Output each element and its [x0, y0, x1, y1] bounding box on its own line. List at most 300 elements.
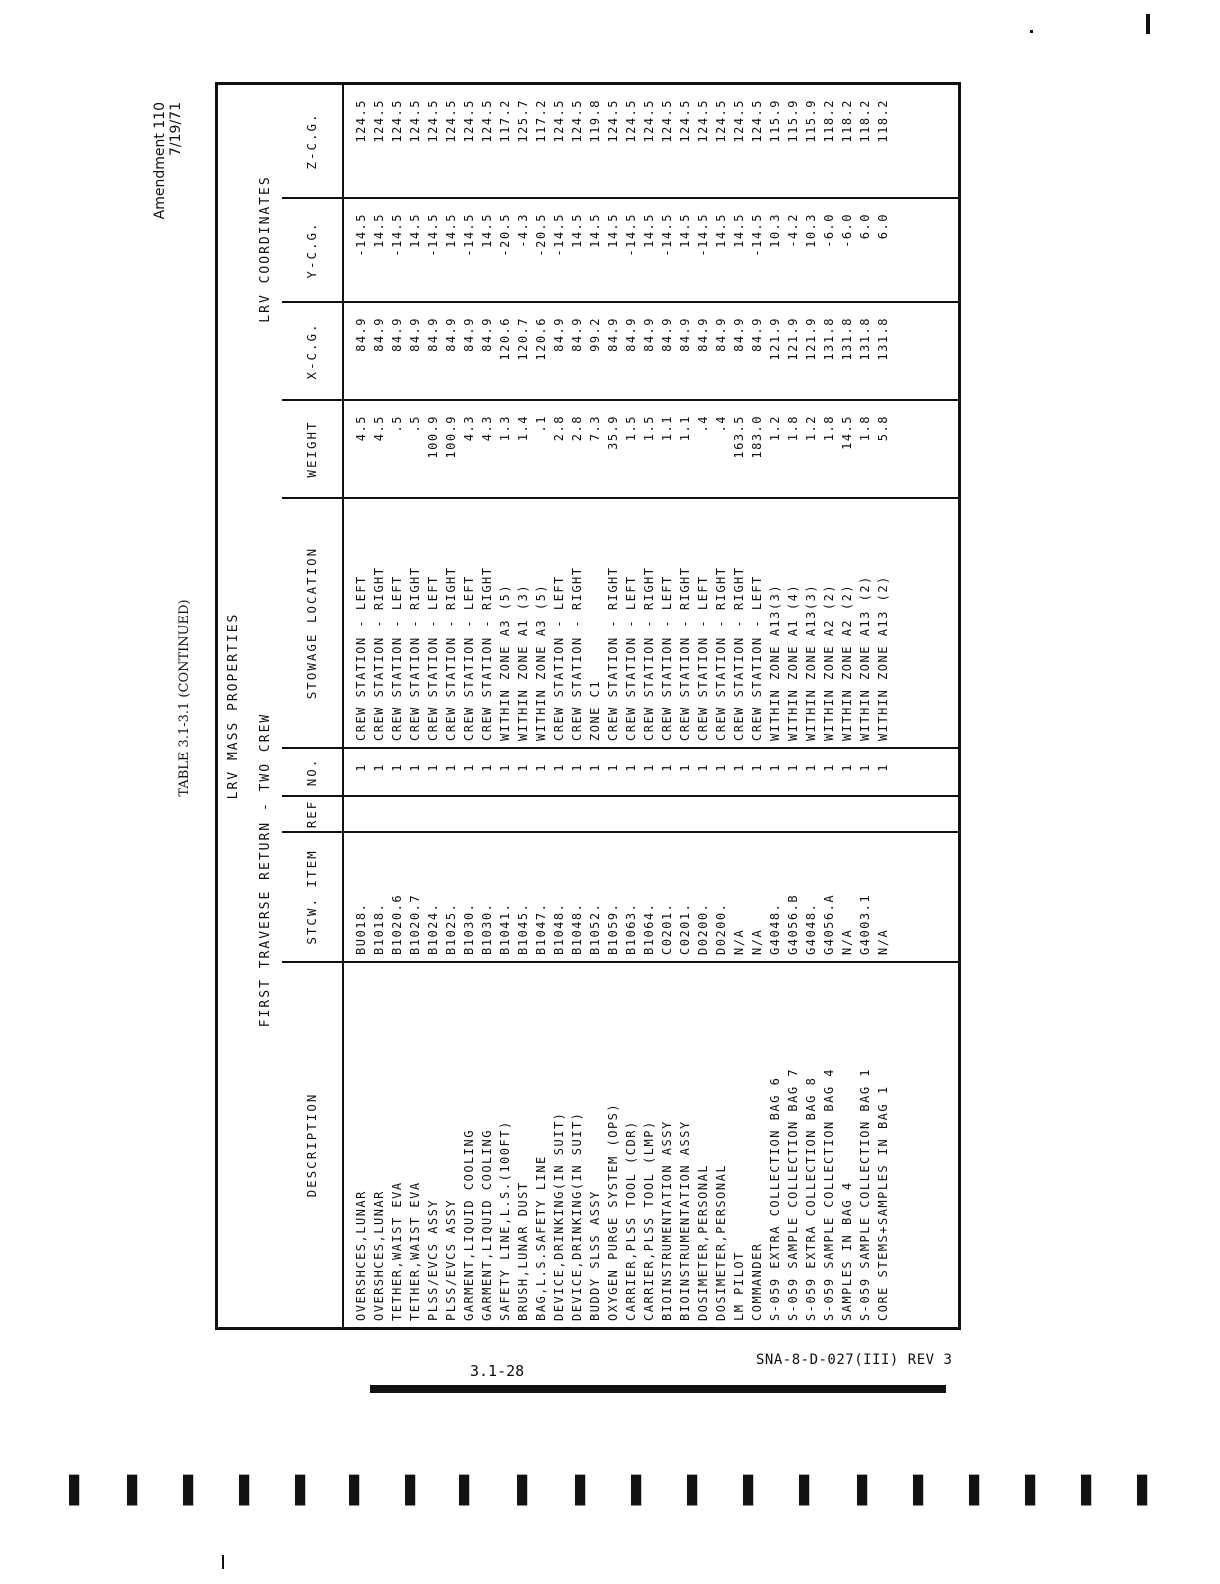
- table-cell-weight: 35.9: [606, 415, 620, 450]
- table-cell-y: -14.5: [624, 213, 638, 257]
- table-cell-item: D0200.: [714, 902, 728, 955]
- table-cell-description: DEVICE,DRINKING(IN SUIT): [552, 1111, 566, 1321]
- table-cell-description: OVERSHCES,LUNAR: [354, 1190, 368, 1321]
- edge-mark: ▐: [395, 1476, 415, 1506]
- table-cell-z: 124.5: [480, 99, 494, 143]
- table-cell-item: N/A: [876, 928, 890, 955]
- edge-mark: ▐: [1127, 1476, 1147, 1506]
- table-cell-y: -4.3: [516, 213, 530, 248]
- table-cell-y: -14.5: [552, 213, 566, 257]
- table-cell-no: 1: [480, 763, 494, 772]
- table-cell-weight: 1.8: [822, 415, 836, 442]
- edge-marks: [0, 1478, 1220, 1508]
- edge-mark: ▐: [507, 1476, 527, 1506]
- edge-mark: ▐: [789, 1476, 809, 1506]
- table-cell-x: 131.8: [840, 317, 854, 361]
- mass-properties-table: [218, 85, 958, 1327]
- table-cell-location: WITHIN ZONE A13 (2): [876, 575, 890, 741]
- table-cell-description: LM PILOT: [732, 1251, 746, 1321]
- table-cell-description: S-059 EXTRA COLLECTION BAG 6: [768, 1076, 782, 1321]
- table-cell-x: 84.9: [660, 317, 674, 352]
- table-cell-ref: [478, 797, 496, 831]
- table-cell-item: B1048.: [552, 902, 566, 955]
- table-cell-ref: [784, 797, 802, 831]
- table-cell-y: -20.5: [534, 213, 548, 257]
- table-cell-no: 1: [840, 763, 854, 772]
- table-cell-location: ZONE C1: [588, 679, 602, 741]
- table-cell-no: 1: [714, 763, 728, 772]
- table-cell-y: 6.0: [876, 213, 890, 240]
- table-cell-y: 14.5: [480, 213, 494, 248]
- table-cell-x: 84.9: [480, 317, 494, 352]
- table-cell-weight: 100.9: [426, 415, 440, 459]
- table-cell-ref: [532, 797, 550, 831]
- table-cell-y: 6.0: [858, 213, 872, 240]
- table-cell-x: 120.7: [516, 317, 530, 361]
- table-cell-z: 124.5: [570, 99, 584, 143]
- table-cell-z: 124.5: [696, 99, 710, 143]
- column-z-cg: [282, 85, 958, 199]
- table-cell-weight: 1.2: [768, 415, 782, 442]
- table-cell-ref: [460, 797, 478, 831]
- table-cell-location: CREW STATION - RIGHT: [714, 566, 728, 741]
- table-cell-y: -6.0: [840, 213, 854, 248]
- table-cell-description: SAFETY LINE,L.S.(100FT): [498, 1120, 512, 1321]
- table-cell-z: 124.5: [408, 99, 422, 143]
- table-cell-y: 14.5: [588, 213, 602, 248]
- table-cell-z: 124.5: [642, 99, 656, 143]
- column-header-location: STOWAGE LOCATION: [282, 499, 344, 747]
- table-cell-x: 99.2: [588, 317, 602, 352]
- table-cell-item: C0201.: [660, 902, 674, 955]
- column-header-description: DESCRIPTION: [282, 963, 344, 1327]
- table-cell-x: 120.6: [534, 317, 548, 361]
- table-cell-no: 1: [876, 763, 890, 772]
- column-y-cg: [282, 199, 958, 303]
- table-cell-description: TETHER,WAIST EVA: [408, 1181, 422, 1321]
- table-cell-location: CREW STATION - LEFT: [696, 575, 710, 741]
- table-cell-weight: .4: [714, 415, 728, 433]
- table-cell-no: 1: [678, 763, 692, 772]
- table-cell-z: 115.9: [804, 99, 818, 143]
- table-cell-location: WITHIN ZONE A3 (5): [498, 583, 512, 741]
- table-cell-location: WITHIN ZONE A13 (2): [858, 575, 872, 741]
- table-cell-no: 1: [372, 763, 386, 772]
- column-location: [282, 499, 958, 749]
- table-cell-item: B1041.: [498, 902, 512, 955]
- table-cell-x: 84.9: [444, 317, 458, 352]
- table-grid: [282, 85, 958, 1327]
- edge-mark: ▐: [285, 1476, 305, 1506]
- table-cell-ref: [424, 797, 442, 831]
- table-cell-ref: [856, 797, 874, 831]
- footer-rule: [370, 1385, 946, 1393]
- table-cell-z: 118.2: [840, 99, 854, 143]
- table-cell-no: 1: [660, 763, 674, 772]
- table-cell-item: B1030.: [480, 902, 494, 955]
- table-cell-no: 1: [426, 763, 440, 772]
- table-cell-weight: 163.5: [732, 415, 746, 459]
- table-cell-location: CREW STATION - RIGHT: [606, 566, 620, 741]
- table-cell-item: B1059.: [606, 902, 620, 955]
- table-cell-description: GARMENT,LIQUID COOLING: [462, 1129, 476, 1321]
- table-cell-y: -6.0: [822, 213, 836, 248]
- table-cell-weight: 2.8: [570, 415, 584, 442]
- table-cell-ref: [676, 797, 694, 831]
- table-subheader: [250, 85, 282, 1327]
- table-cell-weight: 100.9: [444, 415, 458, 459]
- table-cell-weight: 1.8: [858, 415, 872, 442]
- table-cell-ref: [748, 797, 766, 831]
- table-cell-y: 14.5: [408, 213, 422, 248]
- edge-mark: ▐: [1015, 1476, 1035, 1506]
- table-cell-item: B1020.7: [408, 893, 422, 955]
- table-cell-item: B1048.: [570, 902, 584, 955]
- table-cell-no: 1: [696, 763, 710, 772]
- document-id: SNA-8-D-027(III) REV 3: [756, 1352, 953, 1368]
- table-cell-description: S-059 SAMPLE COLLECTION BAG 4: [822, 1067, 836, 1321]
- table-cell-weight: 1.1: [678, 415, 692, 442]
- table-cell-y: 10.3: [768, 213, 782, 248]
- table-cell-z: 119.8: [588, 99, 602, 143]
- table-cell-y: -14.5: [696, 213, 710, 257]
- table-cell-z: 124.5: [462, 99, 476, 143]
- table-cell-no: 1: [786, 763, 800, 772]
- table-cell-y: -14.5: [390, 213, 404, 257]
- table-cell-z: 124.5: [714, 99, 728, 143]
- table-cell-y: -4.2: [786, 213, 800, 248]
- table-cell-no: 1: [354, 763, 368, 772]
- table-cell-no: 1: [804, 763, 818, 772]
- table-cell-no: 1: [498, 763, 512, 772]
- table-cell-description: PLSS/EVCS ASSY: [426, 1198, 440, 1321]
- table-cell-no: 1: [588, 763, 602, 772]
- table-cell-ref: [694, 797, 712, 831]
- table-cell-description: CORE STEMS+SAMPLES IN BAG 1: [876, 1085, 890, 1321]
- table-cell-x: 84.9: [678, 317, 692, 352]
- table-cell-location: WITHIN ZONE A2 (2): [840, 583, 854, 741]
- table-cell-no: 1: [444, 763, 458, 772]
- table-cell-ref: [622, 797, 640, 831]
- table-cell-y: -14.5: [354, 213, 368, 257]
- table-cell-item: BU018.: [354, 902, 368, 955]
- table-cell-x: 121.9: [804, 317, 818, 361]
- table-cell-z: 124.5: [750, 99, 764, 143]
- table-cell-x: 84.9: [408, 317, 422, 352]
- edge-mark: ▐: [733, 1476, 753, 1506]
- table-cell-item: D0200.: [696, 902, 710, 955]
- table-cell-item: G4048.: [768, 902, 782, 955]
- table-cell-weight: 5.8: [876, 415, 890, 442]
- edge-mark: ▐: [449, 1476, 469, 1506]
- edge-mark: ▐: [1071, 1476, 1091, 1506]
- table-cell-z: 124.5: [426, 99, 440, 143]
- table-cell-ref: [406, 797, 424, 831]
- table-cell-weight: 4.3: [480, 415, 494, 442]
- table-cell-location: WITHIN ZONE A13(3): [768, 583, 782, 741]
- table-cell-weight: 4.5: [372, 415, 386, 442]
- table-cell-no: 1: [624, 763, 638, 772]
- table-cell-ref: [838, 797, 856, 831]
- table-cell-item: N/A: [750, 928, 764, 955]
- edge-mark: ▐: [565, 1476, 585, 1506]
- table-cell-z: 117.2: [498, 99, 512, 143]
- table-cell-x: 84.9: [606, 317, 620, 352]
- table-cell-location: WITHIN ZONE A1 (3): [516, 583, 530, 741]
- table-cell-y: -14.5: [462, 213, 476, 257]
- edge-mark: ▐: [339, 1476, 359, 1506]
- table-cell-x: 84.9: [714, 317, 728, 352]
- table-cell-location: CREW STATION - RIGHT: [408, 566, 422, 741]
- table-cell-x: 84.9: [552, 317, 566, 352]
- edge-mark: ▐: [903, 1476, 923, 1506]
- table-cell-x: 84.9: [390, 317, 404, 352]
- table-cell-weight: 1.2: [804, 415, 818, 442]
- table-cell-weight: 1.1: [660, 415, 674, 442]
- table-cell-item: B1030.: [462, 902, 476, 955]
- table-cell-weight: 4.3: [462, 415, 476, 442]
- table-cell-z: 124.5: [444, 99, 458, 143]
- table-cell-ref: [388, 797, 406, 831]
- amendment-date: 7/19/71: [168, 102, 184, 156]
- table-cell-no: 1: [642, 763, 656, 772]
- table-cell-description: BIOINSTRUMENTATION ASSY: [660, 1120, 674, 1321]
- table-cell-ref: [766, 797, 784, 831]
- table-cell-z: 124.5: [732, 99, 746, 143]
- column-x-cg: [282, 303, 958, 401]
- table-cell-location: CREW STATION - RIGHT: [570, 566, 584, 741]
- table-cell-x: 84.9: [426, 317, 440, 352]
- edge-mark: ▐: [173, 1476, 193, 1506]
- edge-mark: ▐: [117, 1476, 137, 1506]
- table-cell-weight: 7.3: [588, 415, 602, 442]
- table-cell-no: 1: [552, 763, 566, 772]
- table-cell-z: 124.5: [354, 99, 368, 143]
- table-cell-location: CREW STATION - LEFT: [624, 575, 638, 741]
- table-cell-z: 124.5: [606, 99, 620, 143]
- table-cell-z: 124.5: [624, 99, 638, 143]
- column-item: [282, 833, 958, 963]
- table-cell-weight: .5: [390, 415, 404, 433]
- table-cell-item: N/A: [840, 928, 854, 955]
- table-cell-description: TETHER,WAIST EVA: [390, 1181, 404, 1321]
- table-cell-x: 84.9: [732, 317, 746, 352]
- table-cell-x: 131.8: [858, 317, 872, 361]
- table-cell-x: 84.9: [354, 317, 368, 352]
- table-cell-no: 1: [732, 763, 746, 772]
- table-cell-x: 121.9: [786, 317, 800, 361]
- table-cell-ref: [370, 797, 388, 831]
- table-cell-description: GARMENT,LIQUID COOLING: [480, 1129, 494, 1321]
- column-header-ref: REF: [282, 797, 344, 831]
- table-cell-no: 1: [858, 763, 872, 772]
- table-cell-weight: 4.5: [354, 415, 368, 442]
- table-cell-x: 84.9: [750, 317, 764, 352]
- table-cell-description: BUDDY SLSS ASSY: [588, 1190, 602, 1321]
- table-cell-item: B1018.: [372, 902, 386, 955]
- table-cell-description: COMMANDER: [750, 1242, 764, 1321]
- table-cell-y: -20.5: [498, 213, 512, 257]
- table-cell-x: 84.9: [624, 317, 638, 352]
- table-cell-description: S-059 SAMPLE COLLECTION BAG 1: [858, 1067, 872, 1321]
- table-cell-x: 84.9: [462, 317, 476, 352]
- edge-mark: ▐: [59, 1476, 79, 1506]
- table-cell-z: 117.2: [534, 99, 548, 143]
- table-cell-description: OVERSHCES,LUNAR: [372, 1190, 386, 1321]
- table-cell-location: CREW STATION - RIGHT: [480, 566, 494, 741]
- table-cell-location: CREW STATION - RIGHT: [678, 566, 692, 741]
- table-cell-description: BAG,L.S.SAFETY LINE: [534, 1155, 548, 1321]
- table-cell-ref: [550, 797, 568, 831]
- coordinates-group-header: LRV COORDINATES: [258, 175, 273, 323]
- table-cell-no: 1: [750, 763, 764, 772]
- edge-mark: ▐: [677, 1476, 697, 1506]
- table-cell-y: 14.5: [642, 213, 656, 248]
- table-cell-item: C0201.: [678, 902, 692, 955]
- column-header-y-cg: Y-C.G.: [282, 199, 344, 301]
- table-cell-location: CREW STATION - RIGHT: [372, 566, 386, 741]
- table-cell-y: 14.5: [444, 213, 458, 248]
- table-cell-weight: .4: [696, 415, 710, 433]
- table-cell-x: 131.8: [876, 317, 890, 361]
- table-cell-item: B1045.: [516, 902, 530, 955]
- table-cell-z: 124.5: [678, 99, 692, 143]
- table-cell-z: 115.9: [786, 99, 800, 143]
- table-cell-no: 1: [768, 763, 782, 772]
- table-cell-x: 84.9: [696, 317, 710, 352]
- table-cell-y: 14.5: [732, 213, 746, 248]
- table-cell-x: 120.6: [498, 317, 512, 361]
- table-cell-weight: 183.0: [750, 415, 764, 459]
- table-cell-description: BIOINSTRUMENTATION ASSY: [678, 1120, 692, 1321]
- table-cell-y: 14.5: [678, 213, 692, 248]
- table-cell-description: CARRIER,PLSS TOOL (LMP): [642, 1120, 656, 1321]
- table-cell-x: 121.9: [768, 317, 782, 361]
- table-cell-y: 14.5: [714, 213, 728, 248]
- table-cell-z: 124.5: [552, 99, 566, 143]
- table-cell-no: 1: [570, 763, 584, 772]
- table-cell-location: WITHIN ZONE A1 (4): [786, 583, 800, 741]
- table-cell-location: WITHIN ZONE A3 (5): [534, 583, 548, 741]
- table-cell-item: N/A: [732, 928, 746, 955]
- table-cell-ref: [442, 797, 460, 831]
- table-cell-z: 118.2: [876, 99, 890, 143]
- column-header-z-cg: Z-C.G.: [282, 85, 344, 197]
- table-cell-description: OXYGEN PURGE SYSTEM (OPS): [606, 1102, 620, 1321]
- table-cell-location: CREW STATION - LEFT: [462, 575, 476, 741]
- table-cell-x: 131.8: [822, 317, 836, 361]
- table-cell-no: 1: [822, 763, 836, 772]
- table-cell-item: B1047.: [534, 902, 548, 955]
- table-cell-item: G4056.A: [822, 893, 836, 955]
- table-cell-ref: [802, 797, 820, 831]
- table-cell-weight: .1: [534, 415, 548, 433]
- table-cell-item: G4003.1: [858, 893, 872, 955]
- table-cell-x: 84.9: [642, 317, 656, 352]
- table-cell-weight: 2.8: [552, 415, 566, 442]
- table-cell-z: 125.7: [516, 99, 530, 143]
- table-cell-x: 84.9: [372, 317, 386, 352]
- table-cell-location: CREW STATION - LEFT: [390, 575, 404, 741]
- scan-speck: [1146, 14, 1150, 34]
- table-cell-ref: [352, 797, 370, 831]
- table-cell-description: DOSIMETER,PERSONAL: [696, 1163, 710, 1321]
- table-cell-location: CREW STATION - LEFT: [354, 575, 368, 741]
- table-cell-ref: [604, 797, 622, 831]
- table-cell-item: B1020.6: [390, 893, 404, 955]
- column-header-no: NO.: [282, 749, 344, 795]
- table-cell-z: 115.9: [768, 99, 782, 143]
- amendment-label: Amendment 110: [152, 102, 168, 220]
- table-cell-ref: [640, 797, 658, 831]
- table-cell-z: 124.5: [372, 99, 386, 143]
- table-cell-description: CARRIER,PLSS TOOL (CDR): [624, 1120, 638, 1321]
- column-header-item: STCW. ITEM: [282, 833, 344, 961]
- table-cell-y: 14.5: [372, 213, 386, 248]
- column-ref: [282, 797, 958, 833]
- table-cell-weight: 1.5: [642, 415, 656, 442]
- table-cell-y: 14.5: [570, 213, 584, 248]
- table-cell-description: S-059 EXTRA COLLECTION BAG 8: [804, 1076, 818, 1321]
- table-cell-no: 1: [462, 763, 476, 772]
- table-cell-no: 1: [516, 763, 530, 772]
- page-number: 3.1-28: [470, 1362, 525, 1380]
- table-cell-y: -14.5: [660, 213, 674, 257]
- table-cell-description: DEVICE,DRINKING(IN SUIT): [570, 1111, 584, 1321]
- table-cell-description: SAMPLES IN BAG 4: [840, 1181, 854, 1321]
- table-cell-location: CREW STATION - LEFT: [426, 575, 440, 741]
- table-cell-ref: [514, 797, 532, 831]
- table-cell-location: CREW STATION - LEFT: [750, 575, 764, 741]
- table-cell-y: 10.3: [804, 213, 818, 248]
- table-cell-ref: [820, 797, 838, 831]
- table-subtitle: FIRST TRAVERSE RETURN - TWO CREW: [258, 712, 273, 1028]
- table-cell-weight: .5: [408, 415, 422, 433]
- edge-mark: ▐: [959, 1476, 979, 1506]
- scan-speck: [1030, 30, 1033, 33]
- table-cell-x: 84.9: [570, 317, 584, 352]
- table-cell-location: WITHIN ZONE A2 (2): [822, 583, 836, 741]
- table-cell-z: 124.5: [390, 99, 404, 143]
- table-cell-no: 1: [408, 763, 422, 772]
- table-cell-ref: [568, 797, 586, 831]
- table-cell-no: 1: [390, 763, 404, 772]
- table-cell-description: PLSS/EVCS ASSY: [444, 1198, 458, 1321]
- column-no: [282, 749, 958, 797]
- table-cell-location: CREW STATION - LEFT: [660, 575, 674, 741]
- table-cell-no: 1: [606, 763, 620, 772]
- table-cell-description: DOSIMETER,PERSONAL: [714, 1163, 728, 1321]
- table-cell-weight: 1.3: [498, 415, 512, 442]
- column-weight: [282, 401, 958, 499]
- table-cell-z: 124.5: [660, 99, 674, 143]
- table-cell-location: CREW STATION - LEFT: [552, 575, 566, 741]
- table-cell-item: B1063.: [624, 902, 638, 955]
- table-cell-weight: 1.5: [624, 415, 638, 442]
- column-description: [282, 963, 958, 1327]
- table-cell-y: -14.5: [750, 213, 764, 257]
- edge-mark: ▐: [847, 1476, 867, 1506]
- edge-mark: ▐: [621, 1476, 641, 1506]
- table-cell-item: B1024.: [426, 902, 440, 955]
- table-cell-ref: [712, 797, 730, 831]
- table-cell-item: B1064.: [642, 902, 656, 955]
- column-header-x-cg: X-C.G.: [282, 303, 344, 399]
- table-cell-description: BRUSH,LUNAR DUST: [516, 1181, 530, 1321]
- table-cell-y: -14.5: [426, 213, 440, 257]
- table-cell-ref: [730, 797, 748, 831]
- table-cell-location: CREW STATION - RIGHT: [732, 566, 746, 741]
